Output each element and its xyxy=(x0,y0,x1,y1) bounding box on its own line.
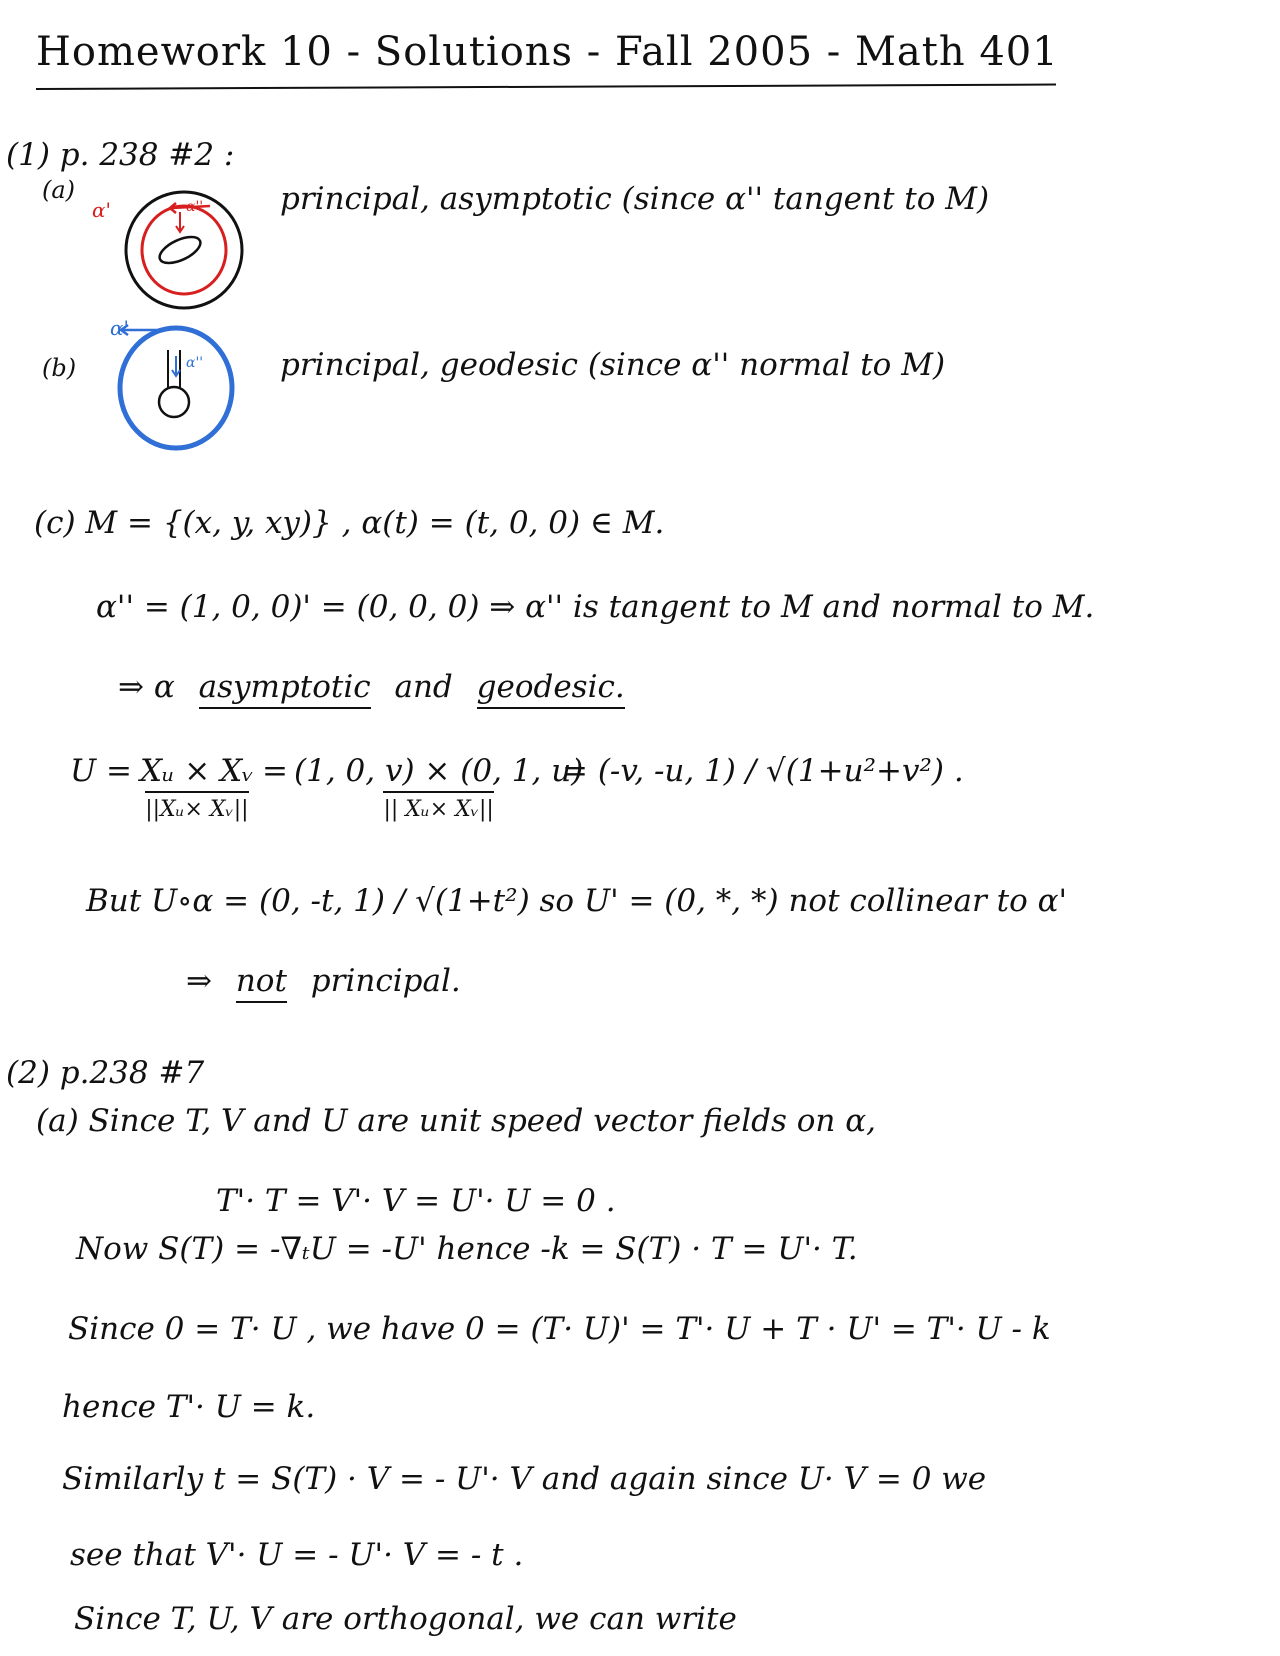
u-fraction-1 xyxy=(140,753,254,822)
problem2-hence-line: hence T'· U = k. xyxy=(62,1389,316,1425)
principal-word: principal. xyxy=(310,963,461,999)
u-frac1-numerator: Xᵤ × Xᵥ xyxy=(140,753,254,789)
problem2-a-line2: T'· T = V'· V = U'· U = 0 . xyxy=(216,1183,616,1219)
fig-b-alpha-double-label: α'' xyxy=(186,355,204,371)
u-frac2-numerator: (1, 0, v) × (0, 1, u) xyxy=(294,753,584,789)
problem1-header: (1) p. 238 #2 : xyxy=(6,137,235,173)
problem2-last-line: Since T, U, V are orthogonal, we can write xyxy=(74,1601,737,1637)
u-rhs: = (-v, -u, 1) / √(1+u²+v²) . xyxy=(562,753,964,789)
u-frac1-denominator: ||Xᵤ× Xᵥ|| xyxy=(145,791,248,821)
fig-a-alpha-prime-label: α' xyxy=(92,198,112,222)
not-arrow: ⇒ xyxy=(186,963,212,999)
u-frac2-denominator: || Xᵤ× Xᵥ|| xyxy=(383,791,493,821)
problem2-similarly-line: Similarly t = S(T) · V = - U'· V and again since U· V = 0 we xyxy=(62,1461,987,1497)
asymptotic-word: asymptotic xyxy=(199,669,371,709)
part-c-line3 xyxy=(118,669,625,705)
not-word: not xyxy=(236,963,287,1003)
u-fraction-2 xyxy=(294,753,584,822)
part-b-text: principal, geodesic (since α'' normal to M) xyxy=(280,347,946,383)
torus-figure-a xyxy=(80,170,260,310)
geodesic-word: geodesic. xyxy=(477,669,625,709)
part-a-text: principal, asymptotic (since α'' tangent to M) xyxy=(280,181,990,217)
page-title: Homework 10 - Solutions - Fall 2005 - Math 401 xyxy=(36,29,1059,75)
part-a-label: (a) xyxy=(42,176,76,204)
problem2-see-line: see that V'· U = - U'· V = - t . xyxy=(70,1537,524,1573)
fig-a-alpha-double-label: α'' xyxy=(186,199,204,215)
part-c-line1: (c) M = {(x, y, xy)} , α(t) = (t, 0, 0) ∈ M. xyxy=(34,505,665,541)
problem2-header: (2) p.238 #7 xyxy=(6,1055,205,1091)
fig-b-alpha-prime-label: α' xyxy=(110,316,130,340)
title-underline xyxy=(36,84,1056,90)
line3-prefix: ⇒ α xyxy=(118,669,175,705)
part-c-line2: α'' = (1, 0, 0)' = (0, 0, 0) ⇒ α'' is tangent to M and normal to M. xyxy=(96,589,1095,625)
problem2-since-line: Since 0 = T· U , we have 0 = (T· U)' = T'· U + T · U' = T'· U - k xyxy=(68,1311,1051,1347)
problem2-a-line1: (a) Since T, V and U are unit speed vector fields on α, xyxy=(36,1103,877,1139)
problem2-now-line: Now S(T) = -∇ₜU = -U' hence -k = S(T) · T = U'· T. xyxy=(76,1231,858,1267)
u-lhs: U = xyxy=(70,753,132,789)
part-b-label: (b) xyxy=(42,354,77,382)
u-equals: = xyxy=(262,753,288,789)
and-word: and xyxy=(394,669,453,705)
but-line: But U∘α = (0, -t, 1) / √(1+t²) so U' = (0, *, *) not collinear to α' xyxy=(86,883,1068,919)
not-principal-line xyxy=(186,963,461,999)
